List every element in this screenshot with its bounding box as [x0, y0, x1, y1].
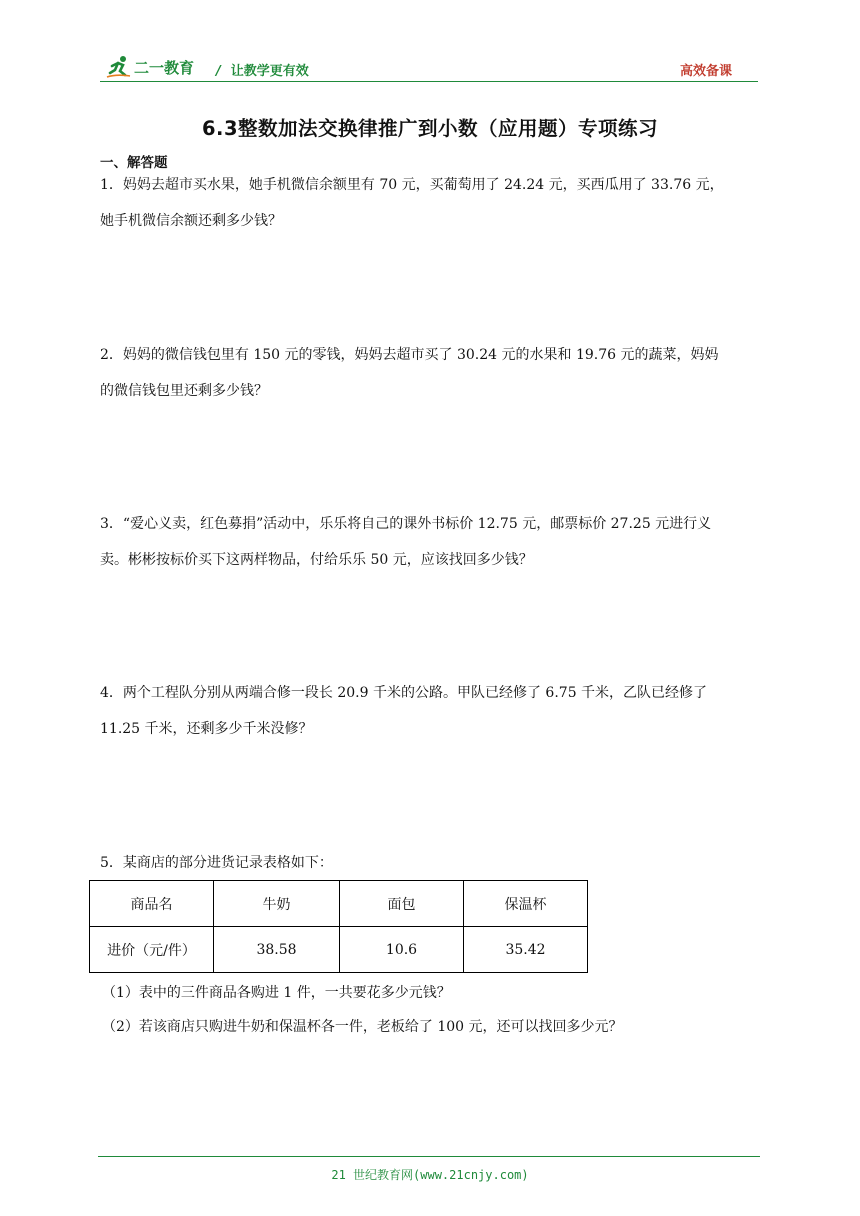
table-cell: 10.6 — [340, 927, 464, 973]
table-cell: 35.42 — [464, 927, 588, 973]
header-right-label: 高效备课 — [679, 64, 732, 79]
table-cell: 进价（元/件） — [90, 927, 214, 973]
sub-question-1: （1）表中的三件商品各购进 1 件，一共要花多少元钱？ — [102, 985, 451, 1001]
table-cell: 商品名 — [90, 881, 214, 927]
question-4 — [100, 675, 762, 747]
sub-question-2: （2）若该商店只购进牛奶和保温杯各一件，老板给了 100 元，还可以找回多少元？ — [102, 1019, 623, 1035]
slogan-text: 让教学更有效 — [230, 64, 309, 79]
table-cell: 38.58 — [214, 927, 340, 973]
slogan-slash: / — [216, 64, 221, 79]
question-1-line-2: 她手机微信余额还剩多少钱？ — [100, 213, 282, 229]
question-5 — [100, 845, 762, 881]
table-cell: 面包 — [340, 881, 464, 927]
question-4-line-1: 4．两个工程队分别从两端合修一段长 20.9 千米的公路。甲队已经修了 6.75 千米，乙队已经修了 — [100, 685, 708, 701]
purchase-table — [89, 880, 588, 973]
table-cell: 保温杯 — [464, 881, 588, 927]
question-1-line-1: 1．妈妈去超市买水果，她手机微信余额里有 70 元，买葡萄用了 24.24 元，买西瓜用了 33.76 元， — [100, 177, 724, 193]
runner-logo-icon — [106, 54, 132, 80]
question-5-line-1: 5．某商店的部分进货记录表格如下： — [100, 855, 333, 871]
question-3-line-1: 3．“爱心义卖，红色募捐”活动中，乐乐将自己的课外书标价 12.75 元，邮票标价 27.25 元进行义 — [100, 516, 712, 532]
question-1 — [100, 167, 762, 239]
table-cell: 牛奶 — [214, 881, 340, 927]
footer-divider — [98, 1156, 760, 1157]
brand-logo — [106, 54, 194, 80]
table-row — [90, 927, 588, 973]
table-header-row — [90, 881, 588, 927]
header-divider — [100, 81, 758, 82]
question-4-line-2: 11.25 千米，还剩多少千米没修？ — [100, 721, 313, 737]
question-2-line-1: 2．妈妈的微信钱包里有 150 元的零钱，妈妈去超市买了 30.24 元的水果和 19.76 元的蔬菜，妈妈 — [100, 347, 719, 363]
page-header — [100, 54, 758, 82]
question-3-line-2: 卖。彬彬按标价买下这两样物品，付给乐乐 50 元，应该找回多少钱？ — [100, 552, 533, 568]
section-title: 一、解答题 — [100, 155, 168, 171]
question-2-line-2: 的微信钱包里还剩多少钱？ — [100, 383, 268, 399]
question-3 — [100, 506, 762, 578]
question-2 — [100, 337, 762, 409]
page-title: 6.3整数加法交换律推广到小数（应用题）专项练习 — [201, 117, 659, 140]
footer-text: 21 世纪教育网(www.21cnjy.com) — [331, 1168, 529, 1182]
slogan — [216, 60, 309, 79]
logo-text: 二一教育 — [134, 58, 195, 77]
